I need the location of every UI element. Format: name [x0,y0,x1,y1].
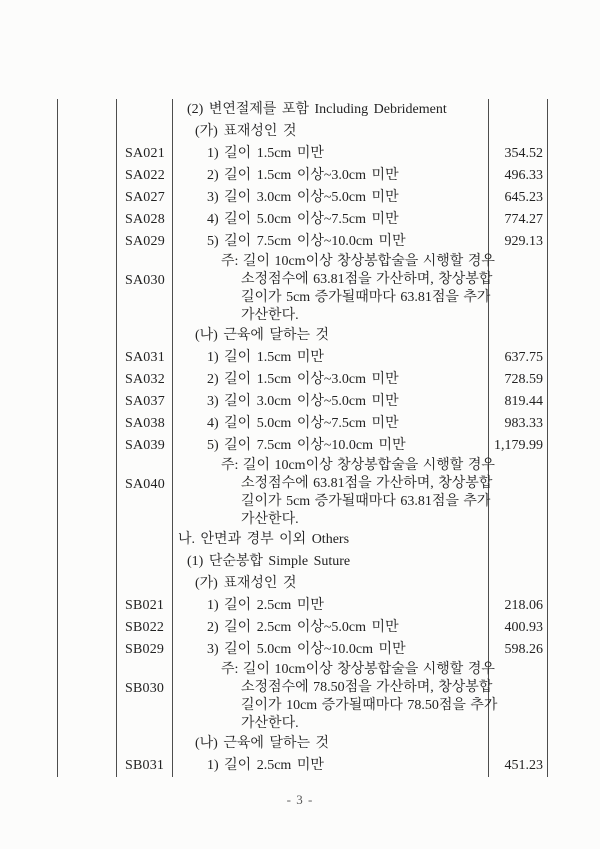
description-cell: 3) 길이 5.0cm 이상~10.0cm 미만 [207,642,406,657]
price-cell [488,529,548,551]
price-cell: 1,179.99 [494,438,543,453]
price-cell [488,325,548,347]
price-cell: 598.26 [504,642,543,657]
classification-cell [57,617,116,639]
note-line: 길이가 10cm 증가될때마다 78.50점을 추가 [241,698,498,713]
section-heading: (가) 표재성인 것 [195,124,297,139]
price-cell: 496.33 [504,168,543,183]
code-cell: SA038 [125,416,165,431]
price-cell [488,253,548,325]
price-cell: 983.33 [504,416,543,431]
description-cell: 1) 길이 1.5cm 미만 [207,146,324,161]
classification-cell [57,661,116,733]
code-cell: SA040 [125,477,165,492]
code-cell: SA021 [125,146,165,161]
table-row-item [57,391,548,413]
note-line: 가산한다. [241,308,299,323]
table-row-section [57,551,548,573]
fee-schedule-table [57,99,548,777]
description-cell: 3) 길이 3.0cm 이상~5.0cm 미만 [207,190,399,205]
price-cell: 819.44 [504,394,543,409]
table-row-item [57,755,548,777]
classification-cell [57,551,116,573]
table-row-item [57,209,548,231]
table-row-note [57,457,548,529]
description-cell: 2) 길이 2.5cm 이상~5.0cm 미만 [207,620,399,635]
code-cell: SA039 [125,438,165,453]
code-cell: SA037 [125,394,165,409]
description-cell: 5) 길이 7.5cm 이상~10.0cm 미만 [207,234,406,249]
price-cell: 929.13 [504,234,543,249]
classification-cell [57,187,116,209]
price-cell: 645.23 [504,190,543,205]
code-cell [116,325,172,347]
section-heading: (나) 근육에 달하는 것 [195,736,330,751]
classification-cell [57,595,116,617]
code-cell: SA032 [125,372,165,387]
description-cell: 2) 길이 1.5cm 이상~3.0cm 미만 [207,168,399,183]
classification-cell [57,413,116,435]
table-row-note [57,661,548,733]
note-line: 가산한다. [241,512,299,527]
description-cell: 4) 길이 5.0cm 이상~7.5cm 미만 [207,416,399,431]
table-row-item [57,347,548,369]
classification-cell [57,165,116,187]
price-cell [488,457,548,529]
price-cell [488,733,548,755]
classification-cell [57,121,116,143]
table-row-item [57,143,548,165]
section-heading: 나. 안면과 경부 이외 Others [178,532,350,547]
table-rows [57,99,548,777]
note-line: 길이가 5cm 증가될때마다 63.81점을 추가 [241,290,491,305]
table-row-item [57,639,548,661]
table-row-section [57,733,548,755]
price-cell: 637.75 [504,350,543,365]
classification-cell [57,435,116,457]
code-cell [116,733,172,755]
note-line: 주: 길이 10cm이상 창상봉합술을 시행할 경우 [221,662,495,677]
price-cell: 774.27 [504,212,543,227]
description-cell: 1) 길이 2.5cm 미만 [207,598,324,613]
code-cell: SB031 [125,758,165,773]
price-cell: 354.52 [504,146,543,161]
description-cell: 2) 길이 1.5cm 이상~3.0cm 미만 [207,372,399,387]
code-cell [116,573,172,595]
note-cell [172,457,495,529]
table-row-note [57,253,548,325]
note-line: 주: 길이 10cm이상 창상봉합술을 시행할 경우 [221,458,495,473]
section-heading: (1) 단순봉합 Simple Suture [187,554,351,569]
section-heading: (2) 변연절제를 포함 Including Debridement [187,102,447,117]
classification-cell [57,391,116,413]
price-cell: 728.59 [504,372,543,387]
classification-cell [57,347,116,369]
code-cell: SA022 [125,168,165,183]
table-row-item [57,617,548,639]
price-cell [488,573,548,595]
table-row-section [57,573,548,595]
table-row-item [57,187,548,209]
note-line: 길이가 5cm 증가될때마다 63.81점을 추가 [241,494,491,509]
classification-cell [57,457,116,529]
code-cell: SA029 [125,234,165,249]
description-cell: 3) 길이 3.0cm 이상~5.0cm 미만 [207,394,399,409]
section-heading: (나) 근육에 달하는 것 [195,328,330,343]
classification-cell [57,755,116,777]
classification-cell [57,99,116,121]
table-row-item [57,595,548,617]
price-cell [488,661,548,733]
table-row-item [57,165,548,187]
price-cell: 218.06 [504,598,543,613]
table-row-section [57,121,548,143]
note-line: 소정점수에 63.81점을 가산하며, 창상봉합 [241,272,493,287]
section-heading: (가) 표재성인 것 [195,576,297,591]
note-cell [172,661,498,733]
classification-cell [57,209,116,231]
description-cell: 1) 길이 1.5cm 미만 [207,350,324,365]
classification-cell [57,143,116,165]
price-cell [488,121,548,143]
description-cell: 5) 길이 7.5cm 이상~10.0cm 미만 [207,438,406,453]
code-cell: SB029 [125,642,165,657]
code-cell [116,121,172,143]
classification-cell [57,231,116,253]
table-row-item [57,435,548,457]
classification-cell [57,573,116,595]
price-cell: 400.93 [504,620,543,635]
price-cell [488,551,548,573]
table-row-item [57,413,548,435]
page-number: - 3 - [286,792,314,807]
table-row-item [57,369,548,391]
table-row-item [57,231,548,253]
description-cell: 4) 길이 5.0cm 이상~7.5cm 미만 [207,212,399,227]
classification-cell [57,733,116,755]
code-cell [116,529,172,551]
price-cell: 451.23 [504,758,543,773]
table-row-section [57,529,548,551]
code-cell: SA030 [125,273,165,288]
code-cell: SA031 [125,350,165,365]
table-row-section [57,99,548,121]
note-cell [172,253,495,325]
description-cell: 1) 길이 2.5cm 미만 [207,758,324,773]
code-cell: SA027 [125,190,165,205]
classification-cell [57,369,116,391]
classification-cell [57,529,116,551]
code-cell [116,551,172,573]
note-line: 가산한다. [241,716,299,731]
classification-cell [57,325,116,347]
code-cell: SB021 [125,598,165,613]
code-cell: SB030 [125,681,165,696]
note-line: 주: 길이 10cm이상 창상봉합술을 시행할 경우 [221,254,495,269]
code-cell: SA028 [125,212,165,227]
price-cell [488,99,548,121]
note-line: 소정점수에 78.50점을 가산하며, 창상봉합 [241,680,493,695]
note-line: 소정점수에 63.81점을 가산하며, 창상봉합 [241,476,493,491]
code-cell [116,99,172,121]
table-row-section [57,325,548,347]
classification-cell [57,253,116,325]
classification-cell [57,639,116,661]
code-cell: SB022 [125,620,165,635]
